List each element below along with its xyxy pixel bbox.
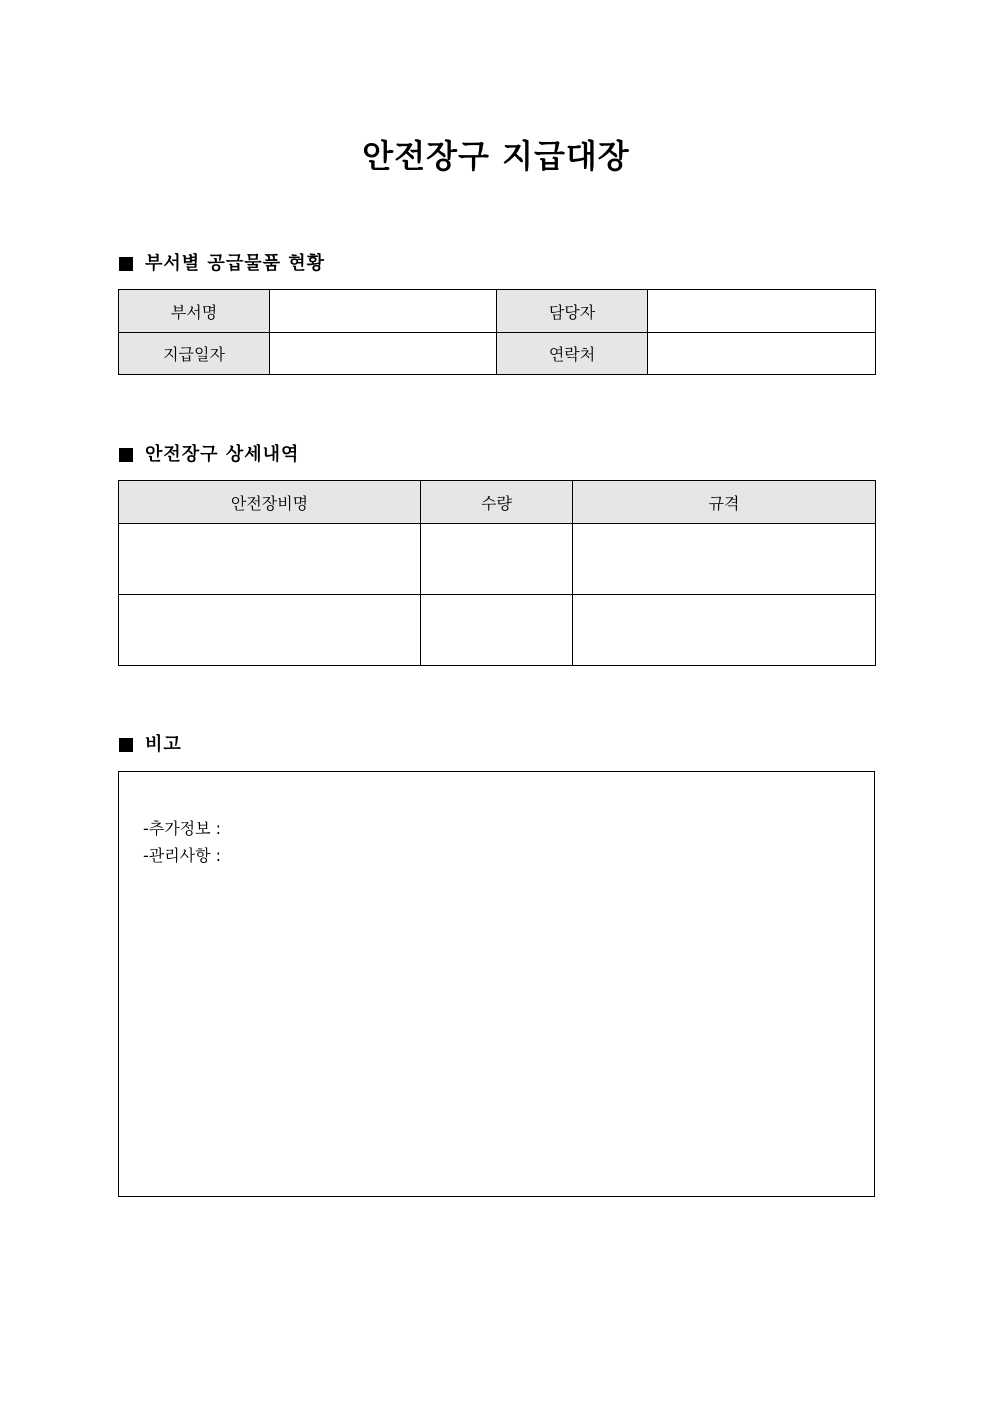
table-header-row xyxy=(119,481,876,524)
specification-cell[interactable] xyxy=(573,524,876,595)
square-bullet-icon xyxy=(119,448,133,462)
square-bullet-icon xyxy=(119,738,133,752)
quantity-cell[interactable] xyxy=(421,595,573,666)
remarks-box[interactable] xyxy=(118,771,875,1197)
section-heading-label: 비고 xyxy=(145,734,182,755)
section-heading-label: 안전장구 상세내역 xyxy=(145,444,300,465)
document-title: 안전장구 지급대장 xyxy=(362,137,630,175)
issue-date-label: 지급일자 xyxy=(119,333,270,375)
equipment-name-cell[interactable] xyxy=(119,524,421,595)
department-supply-table xyxy=(118,289,876,375)
square-bullet-icon xyxy=(119,257,133,271)
issue-date-field[interactable] xyxy=(270,333,497,375)
department-name-label: 부서명 xyxy=(119,290,270,333)
table-row xyxy=(119,290,876,333)
section-heading-label: 부서별 공급물품 현황 xyxy=(145,253,326,274)
contact-label: 연락처 xyxy=(497,333,648,375)
specification-cell[interactable] xyxy=(573,595,876,666)
contact-field[interactable] xyxy=(648,333,876,375)
quantity-cell[interactable] xyxy=(421,524,573,595)
section-heading-remarks xyxy=(119,732,182,758)
department-name-field[interactable] xyxy=(270,290,497,333)
remarks-management-notes: -관리사항 : xyxy=(143,846,222,865)
table-row xyxy=(119,524,876,595)
table-row xyxy=(119,595,876,666)
equipment-details-table xyxy=(118,480,876,666)
table-row xyxy=(119,333,876,375)
column-header-equipment-name: 안전장비명 xyxy=(119,481,421,524)
column-header-specification: 규격 xyxy=(573,481,876,524)
column-header-quantity: 수량 xyxy=(421,481,573,524)
remarks-additional-info: -추가정보 : xyxy=(143,819,222,838)
equipment-name-cell[interactable] xyxy=(119,595,421,666)
person-in-charge-field[interactable] xyxy=(648,290,876,333)
person-in-charge-label: 담당자 xyxy=(497,290,648,333)
section-heading-department-supply xyxy=(119,251,325,277)
section-heading-equipment-details xyxy=(119,442,299,468)
